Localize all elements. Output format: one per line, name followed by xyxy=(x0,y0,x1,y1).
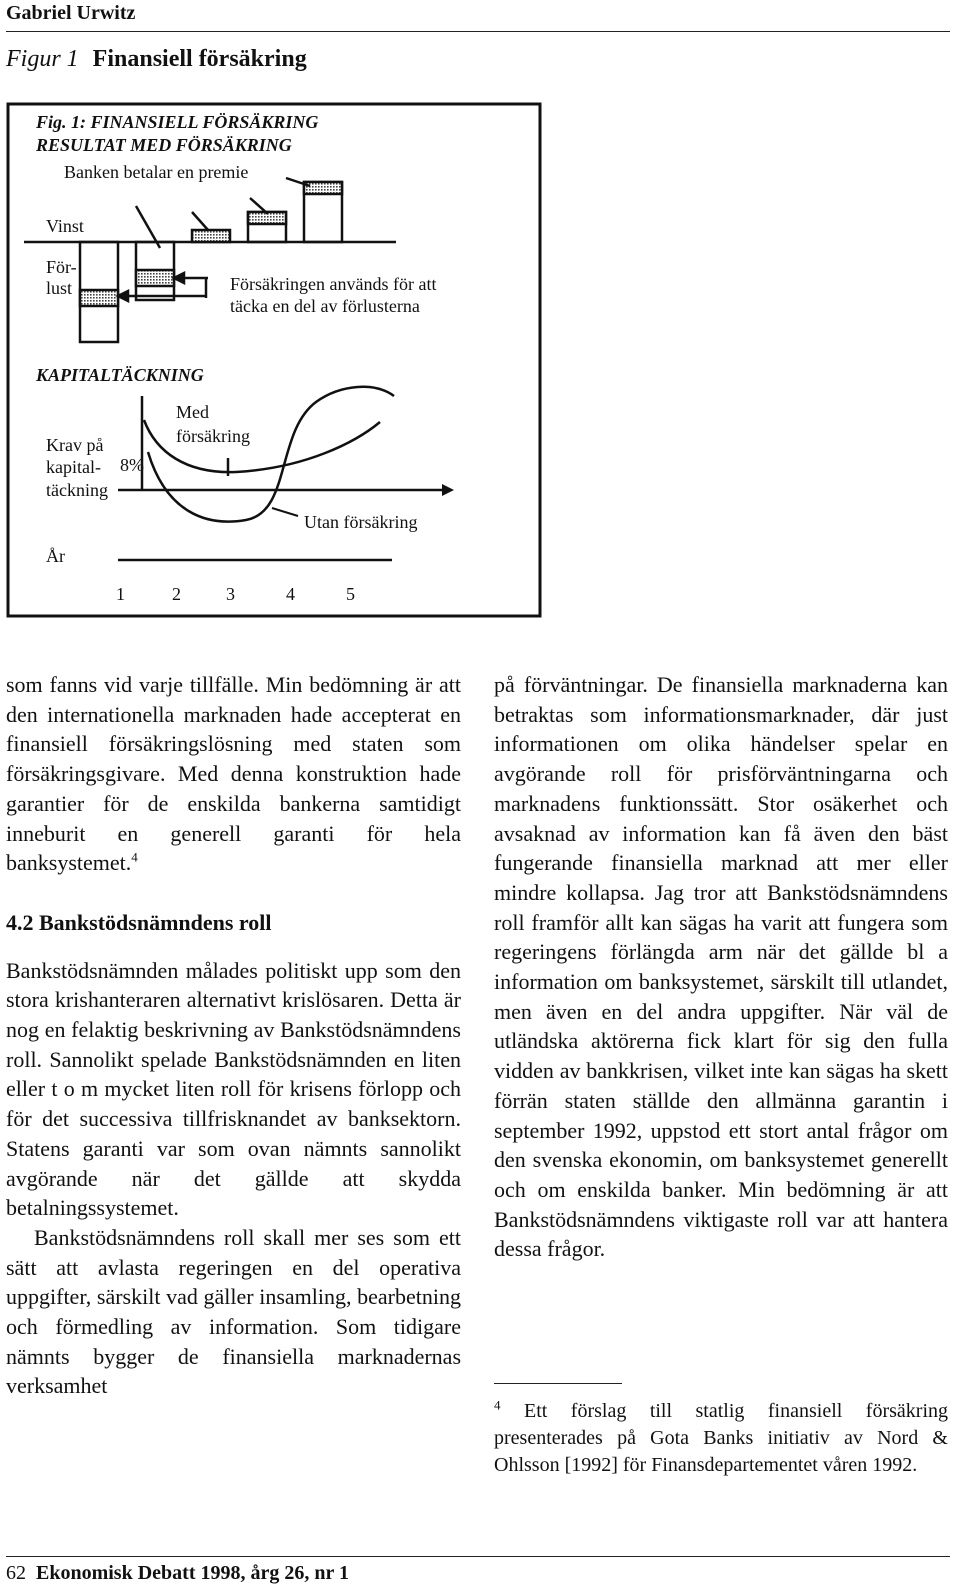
figure-label: Figur 1 xyxy=(6,46,79,72)
right-column xyxy=(494,670,948,1264)
year-tick: 5 xyxy=(346,584,355,604)
loss-bar-1 xyxy=(80,242,118,342)
utan-label: Utan försäkring xyxy=(304,512,418,532)
header-rule xyxy=(6,31,950,32)
krav-label-2: kapital- xyxy=(46,457,101,477)
footnote-rule xyxy=(494,1383,622,1384)
med-label-2: försäkring xyxy=(176,426,250,446)
panel-a-title: RESULTAT MED FÖRSÄKRING xyxy=(36,135,292,155)
footnote xyxy=(494,1398,948,1479)
profit-bar-4 xyxy=(248,212,286,242)
paragraph: Bankstödsnämnden målades politiskt upp som den stora krishanteraren alternativt krislösaren. Detta är nog en felaktig beskrivning av Bankstödsnämndens roll. Sannolikt spelade Bankstödsnämnden en liten eller t o m mycket liten roll för krisens förlopp och för det successiva tillfrisknandet av banksektorn. Statens garanti var som ovan nämnts sannolikt avgörande när det gällde att skydda betalningssystemet. xyxy=(6,957,461,1221)
insurance-used-label-2: täcka en del av förlusterna xyxy=(230,296,420,316)
journal-name: Ekonomisk Debatt 1998, årg 26, nr 1 xyxy=(36,1562,349,1584)
profit-bar-3 xyxy=(192,230,230,242)
footnote-text: Ett förslag till statlig finansiell försäkring presenterades på Gota Banks initiativ av Nord & Ohlsson [1992] för Finansdepartementet våren 1992. xyxy=(494,1400,948,1476)
krav-label-1: Krav på xyxy=(46,435,104,455)
utan-pointer xyxy=(272,508,298,516)
figure-caption xyxy=(6,46,307,73)
year-tick: 1 xyxy=(116,584,125,604)
running-head: Gabriel Urwitz xyxy=(6,2,136,24)
paragraph xyxy=(6,670,461,878)
ar-label: År xyxy=(46,546,65,566)
year-tick: 3 xyxy=(226,584,235,604)
krav-label-3: täckning xyxy=(46,480,108,500)
threshold-arrowhead xyxy=(442,484,454,496)
paragraph-text: som fanns vid varje tillfälle. Min bedömning är att den internationella marknaden hade accepterat en finansiell försäkringslösning med staten som försäkringsgivare. Med denna konstruktion hade garantier för de enskilda bankerna samtidigt inneburit en generell garanti för hela banksystemet. xyxy=(6,672,461,876)
panel-b-title: KAPITALTÄCKNING xyxy=(36,365,204,385)
profit-bar-5 xyxy=(304,182,342,242)
paragraph: på förväntningar. De finansiella marknaderna kan betraktas som informationsmarknader, där just informationen om olika händelser spelar en avgörande roll för prisförväntningarna och marknadens funktionssätt. Stor osäkerhet och avsaknad av information kan få även den bäst fungerande finansiella marknad att mer eller mindre kollapsa. Jag tror att Bankstödsnämndens roll framför allt kan sägas ha varit att fungera som regeringens förlängda arm när det gällde bl a information om banksystemet, särskilt till utlandet, men även en del andra uppgifter. När väl de utländska aktörerna fick klart för sig den fulla vidden av bankkrisen, vilket inte kan sägas ha skett förrän staten ställde den allmänna garantin i september 1992, uppstod ett stort antal frågor om den svenska ekonomin, om banksystemet generellt och om enskilda banker. Min bedömning är att Bankstödsnämndens viktigaste roll var att hantera dessa frågor. xyxy=(494,672,948,1262)
footnote-number: 4 xyxy=(494,1397,501,1413)
vinst-label: Vinst xyxy=(46,216,84,236)
forlust-label-2: lust xyxy=(46,278,73,298)
insurance-used-label-1: Försäkringen används för att xyxy=(230,274,437,294)
section-heading: 4.2 Bankstödsnämndens roll xyxy=(6,909,272,935)
left-column xyxy=(6,670,461,1401)
page-footer xyxy=(6,1562,349,1585)
figure-title: Finansiell försäkring xyxy=(92,46,307,72)
page-number: 62 xyxy=(6,1562,26,1584)
footer-rule xyxy=(6,1556,950,1557)
year-tick: 2 xyxy=(172,584,181,604)
diagram-title: Fig. 1: FINANSIELL FÖRSÄKRING xyxy=(36,112,319,132)
med-label-1: Med xyxy=(176,402,209,422)
figure-diagram xyxy=(6,102,542,618)
percent-label: 8% xyxy=(120,455,144,475)
loss-bar-2 xyxy=(136,242,174,300)
year-tick: 4 xyxy=(286,584,295,604)
bank-premium-label: Banken betalar en premie xyxy=(64,162,249,182)
footnote-reference: 4 xyxy=(131,849,138,865)
paragraph: Bankstödsnämndens roll skall mer ses som ett sätt att avlasta regeringen en del operativa uppgifter, särskilt vad gäller insamling, bearbetning och förmedling av information. Som tidigare nämnts bygger de finansiella marknadernas verksamhet xyxy=(6,1224,461,1399)
forlust-label-1: För- xyxy=(46,257,77,277)
